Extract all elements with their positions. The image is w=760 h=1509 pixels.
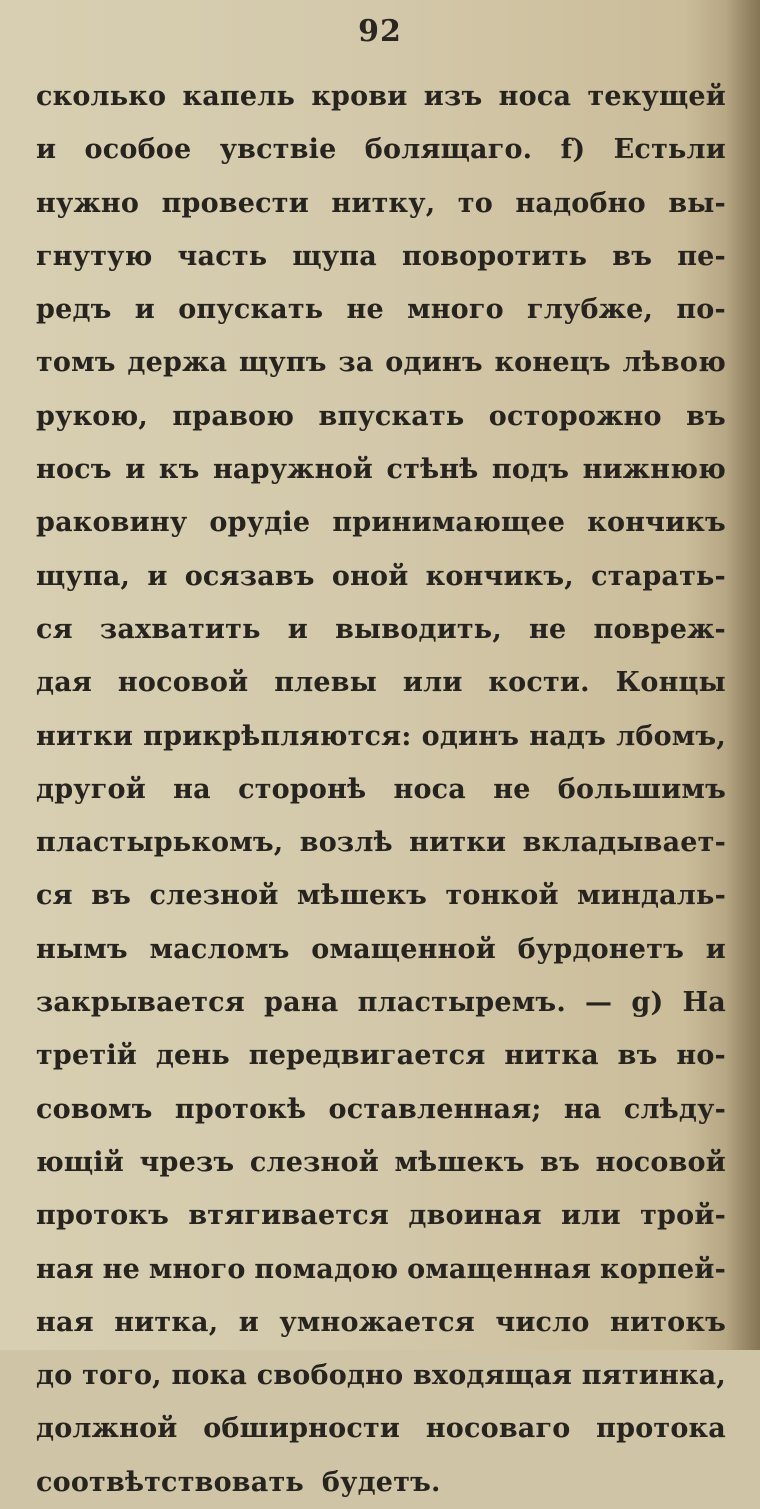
word: протокѣ — [174, 1093, 307, 1125]
word: помадою — [254, 1253, 399, 1285]
word: повреж- — [593, 613, 726, 645]
text-line — [36, 976, 726, 1029]
text-line — [36, 390, 726, 443]
word: одинъ — [421, 720, 520, 752]
word: въ — [612, 240, 653, 272]
word: слезной — [249, 1146, 379, 1178]
word: пластырькомъ, — [36, 827, 284, 859]
word: нитки — [409, 827, 507, 859]
word: носа — [393, 773, 467, 805]
word: старать- — [591, 560, 726, 592]
word: нымъ — [36, 933, 128, 965]
word: пятинка, — [581, 1360, 726, 1392]
word: оной — [331, 560, 409, 592]
word: число — [495, 1306, 590, 1338]
word: томъ — [36, 347, 116, 379]
word: плевы — [274, 667, 377, 699]
text-line — [36, 70, 726, 123]
word: опускать — [178, 294, 324, 326]
word: и — [125, 454, 146, 486]
word: втягивается — [188, 1200, 390, 1232]
page-spine-shadow — [726, 0, 760, 1350]
word: чрезъ — [139, 1146, 235, 1178]
word: миндаль- — [577, 880, 726, 912]
word: на — [563, 1093, 602, 1125]
word: носа — [498, 81, 572, 112]
word: за — [338, 347, 374, 379]
text-line — [36, 1136, 726, 1189]
word: по- — [676, 294, 726, 326]
word: день — [155, 1040, 230, 1072]
text-line — [36, 603, 726, 656]
word: большимъ — [557, 773, 726, 805]
word: или — [561, 1200, 621, 1232]
word: и — [705, 933, 726, 965]
word: не — [493, 773, 531, 805]
word: и — [238, 1306, 259, 1338]
word: совомъ — [36, 1093, 153, 1125]
word: масломъ — [149, 933, 290, 965]
word: то — [457, 187, 493, 219]
text-line — [36, 710, 726, 763]
text-line — [36, 283, 726, 336]
word: свободно — [256, 1360, 404, 1392]
word: нижнюю — [582, 454, 726, 486]
word: изъ — [423, 81, 483, 112]
word: одинъ — [385, 347, 483, 379]
word: рана — [264, 987, 339, 1019]
word: сколько — [36, 81, 167, 112]
word: ющій — [36, 1146, 124, 1178]
word: вкладывает- — [522, 827, 726, 859]
word: обширности — [203, 1413, 401, 1445]
word: другой — [36, 773, 146, 805]
word: особое — [84, 134, 192, 166]
word: носъ — [36, 454, 112, 486]
word: поворотить — [401, 240, 588, 272]
word: оставленная; — [328, 1093, 542, 1125]
word: нитки — [36, 720, 134, 752]
word: слезной — [149, 880, 279, 912]
word: — — [585, 987, 613, 1019]
word: увствіе — [219, 134, 337, 166]
word: ная — [36, 1253, 94, 1285]
word: нитокъ — [610, 1306, 726, 1338]
text-line — [36, 230, 726, 283]
word: На — [682, 987, 726, 1019]
word: протокъ — [36, 1200, 169, 1232]
word: ся — [36, 880, 73, 912]
word: носовой — [595, 1146, 726, 1178]
word: ся — [36, 613, 73, 645]
text-line — [36, 496, 726, 549]
text-line — [36, 177, 726, 230]
word: глубже, — [527, 294, 654, 326]
page-number: 92 — [358, 14, 402, 49]
word: двоиная — [408, 1200, 542, 1232]
word: выводить, — [335, 613, 502, 645]
word: лѣвою — [622, 347, 726, 379]
word: Естьли — [613, 134, 726, 166]
word: нитка — [504, 1040, 599, 1072]
word: осязавъ — [184, 560, 315, 592]
word: не — [346, 294, 384, 326]
text-line — [36, 1296, 726, 1349]
word: носоваго — [425, 1413, 571, 1445]
word: умножается — [279, 1306, 475, 1338]
word: щупа, — [36, 560, 131, 592]
word: къ — [158, 454, 200, 486]
word: осторожно — [488, 400, 662, 432]
word: лбомъ, — [616, 720, 726, 752]
word: стѣнѣ — [386, 454, 479, 486]
word: въ — [540, 1146, 581, 1178]
word: вы- — [668, 187, 726, 219]
word: прикрѣпляются: — [143, 720, 412, 752]
word: много — [407, 294, 504, 326]
word: пе- — [677, 240, 726, 272]
word: соотвѣтствовать — [36, 1466, 304, 1498]
word: нитку, — [331, 187, 436, 219]
word: и — [287, 613, 308, 645]
text-line — [36, 1243, 726, 1296]
word: третій — [36, 1040, 137, 1072]
word: мѣшекъ — [394, 1146, 525, 1178]
word: g) — [631, 987, 664, 1019]
word: сторонѣ — [238, 773, 367, 805]
word: нужно — [36, 187, 140, 219]
word: тонкой — [445, 880, 559, 912]
word: болящаго. — [364, 134, 533, 166]
word: рукою, — [36, 400, 148, 432]
body-text — [36, 70, 726, 1509]
word: въ — [617, 1040, 658, 1072]
text-line — [36, 1029, 726, 1082]
word: и — [36, 134, 57, 166]
word: наружной — [212, 454, 374, 486]
word: щупа — [292, 240, 377, 272]
word: будетъ. — [321, 1466, 441, 1498]
word: крови — [311, 81, 408, 112]
word: слѣду- — [623, 1093, 726, 1125]
word: Концы — [615, 667, 726, 699]
word: или — [402, 667, 463, 699]
word: въ — [686, 400, 726, 432]
text-line — [36, 1402, 726, 1455]
word: до — [36, 1360, 73, 1392]
word: въ — [91, 880, 132, 912]
word: бурдонетъ — [517, 933, 685, 965]
word: впускать — [318, 400, 465, 432]
text-line — [36, 816, 726, 869]
word: должной — [36, 1413, 178, 1445]
word: входящая — [412, 1360, 573, 1392]
word: редъ — [36, 294, 112, 326]
word: пока — [171, 1360, 248, 1392]
word: не — [529, 613, 567, 645]
word: корпей- — [600, 1253, 726, 1285]
word: и — [147, 560, 168, 592]
word: ная — [36, 1306, 94, 1338]
word: f) — [560, 134, 586, 166]
text-line — [36, 336, 726, 389]
word: подъ — [491, 454, 570, 486]
word: кости. — [488, 667, 590, 699]
word: омащенной — [311, 933, 496, 965]
text-line — [36, 1189, 726, 1242]
text-line — [36, 656, 726, 709]
word: того, — [82, 1360, 162, 1392]
text-line — [36, 1456, 726, 1509]
word: носовой — [117, 667, 249, 699]
word: пластыремъ. — [357, 987, 566, 1019]
word: надъ — [529, 720, 607, 752]
word: много — [148, 1253, 246, 1285]
word: провести — [161, 187, 309, 219]
word: передвигается — [248, 1040, 486, 1072]
word: протока — [596, 1413, 726, 1445]
text-line — [36, 869, 726, 922]
word: омащенная — [407, 1253, 592, 1285]
word: гнутую — [36, 240, 153, 272]
word: закрывается — [36, 987, 245, 1019]
word: кончикъ — [587, 507, 726, 539]
word: на — [173, 773, 211, 805]
word: правою — [172, 400, 295, 432]
word: дая — [36, 667, 93, 699]
word: возлѣ — [299, 827, 393, 859]
word: держа — [127, 347, 228, 379]
text-line — [36, 123, 726, 176]
word: трой- — [640, 1200, 726, 1232]
word: кончикъ, — [425, 560, 574, 592]
word: текущей — [587, 81, 726, 112]
word: капель — [182, 81, 296, 112]
text-line — [36, 443, 726, 496]
word: часть — [177, 240, 268, 272]
word: раковину — [36, 507, 188, 539]
word: не — [102, 1253, 140, 1285]
word: принимающее — [332, 507, 566, 539]
word: мѣшекъ — [296, 880, 428, 912]
text-line — [36, 1349, 726, 1402]
word: и — [134, 294, 155, 326]
text-line — [36, 550, 726, 603]
text-line — [36, 923, 726, 976]
word: щупъ — [238, 347, 327, 379]
word: но- — [676, 1040, 726, 1072]
word: надобно — [515, 187, 646, 219]
word: захватить — [99, 613, 261, 645]
word: орудіе — [209, 507, 311, 539]
text-line — [36, 1083, 726, 1136]
word: конецъ — [494, 347, 611, 379]
word: нитка, — [114, 1306, 219, 1338]
text-line — [36, 763, 726, 816]
